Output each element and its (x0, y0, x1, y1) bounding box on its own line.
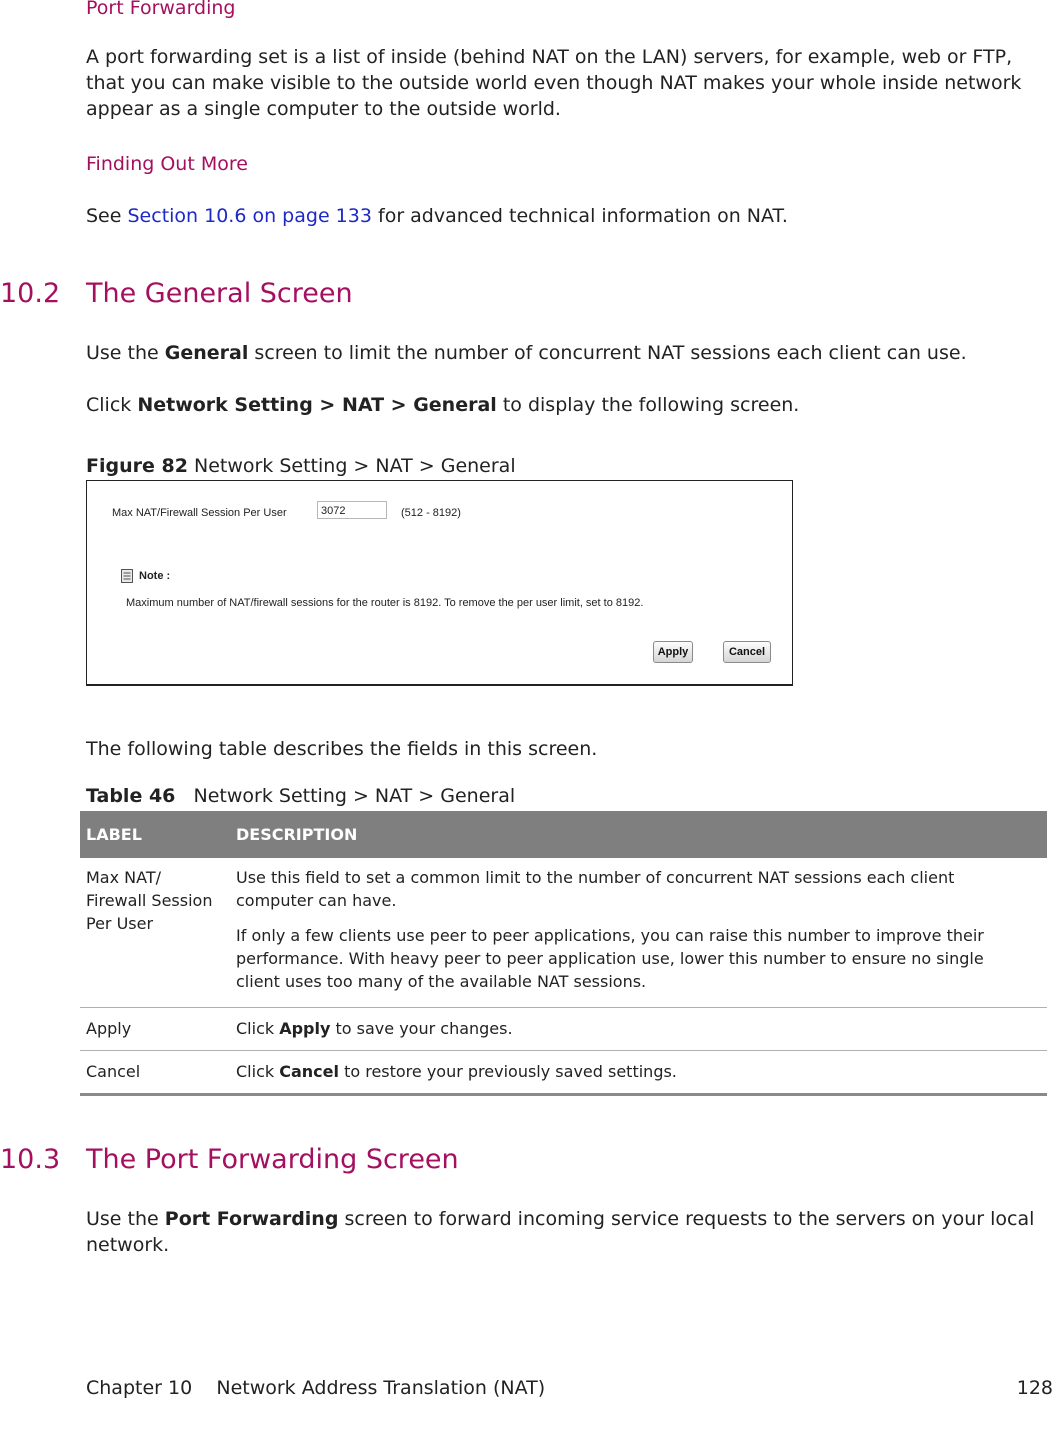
port-forwarding-paragraph: A port forwarding set is a list of inside (behind NAT on the LAN) servers, for example, web or FTP, that you can make visible to the outside world even though NAT makes your whole inside network appear as a single computer to the outside world. (86, 46, 1022, 120)
apply-button[interactable]: Apply (653, 641, 693, 663)
cancel-button[interactable]: Cancel (723, 641, 771, 663)
table-row (80, 858, 1047, 1008)
row-description: Use this field to set a common limit to the number of concurrent NAT sessions each client computer can have. If only a few clients use peer to peer applications, you can raise this number to improve their performance. With heavy peer to peer application use, lower this number to ensure no single client uses too many of the available NAT sessions. (230, 858, 1047, 1008)
row-description: Click Apply to save your changes. (230, 1008, 1047, 1051)
section-10-3-title: The Port Forwarding Screen (86, 1144, 459, 1175)
table-caption: Table 46 Network Setting > NAT > General (86, 785, 516, 807)
footer-chapter: Chapter 10 Network Address Translation (NAT) (86, 1377, 546, 1399)
finding-out-more-paragraph: See Section 10.6 on page 133 for advanced technical information on NAT. (86, 205, 788, 227)
header-label: LABEL (80, 811, 230, 858)
table-row (80, 1051, 1047, 1095)
section-10-3-number: 10.3 (0, 1144, 61, 1175)
row-description: Click Cancel to restore your previously saved settings. (230, 1051, 1047, 1095)
fields-table (80, 811, 1047, 1096)
note-label: Note : (139, 570, 171, 582)
table-row (80, 1008, 1047, 1051)
page-number: 128 (1016, 1377, 1053, 1399)
figure-screenshot (86, 480, 793, 686)
finding-out-more-heading: Finding Out More (86, 153, 248, 175)
section-10-2-paragraph-2: Click Network Setting > NAT > General to display the following screen. (86, 394, 800, 416)
section-10-2-title: The General Screen (86, 278, 353, 309)
table-header-row (80, 811, 1047, 858)
section-10-2-number: 10.2 (0, 278, 61, 309)
figure-caption: Figure 82 Network Setting > NAT > General (86, 455, 516, 477)
section-10-2-paragraph-1: Use the General screen to limit the number of concurrent NAT sessions each client can use. (86, 342, 967, 364)
row-label: Cancel (80, 1051, 230, 1095)
port-forwarding-heading: Port Forwarding (86, 0, 236, 19)
header-description: DESCRIPTION (230, 811, 1047, 858)
note-text: Maximum number of NAT/firewall sessions for the router is 8192. To remove the per user limit, set to 8192. (126, 597, 644, 609)
row-label: Max NAT/ Firewall Session Per User (80, 858, 230, 1008)
row-label: Apply (80, 1008, 230, 1051)
section-link[interactable]: Section 10.6 on page 133 (127, 205, 372, 227)
max-session-label: Max NAT/Firewall Session Per User (112, 507, 287, 519)
section-10-3-paragraph: Use the Port Forwarding screen to forward incoming service requests to the servers on your local network. (86, 1208, 1035, 1256)
session-range-hint: (512 - 8192) (401, 507, 461, 519)
note-icon (121, 568, 133, 582)
table-intro: The following table describes the fields in this screen. (86, 738, 598, 760)
max-session-input[interactable]: 3072 (317, 501, 387, 519)
